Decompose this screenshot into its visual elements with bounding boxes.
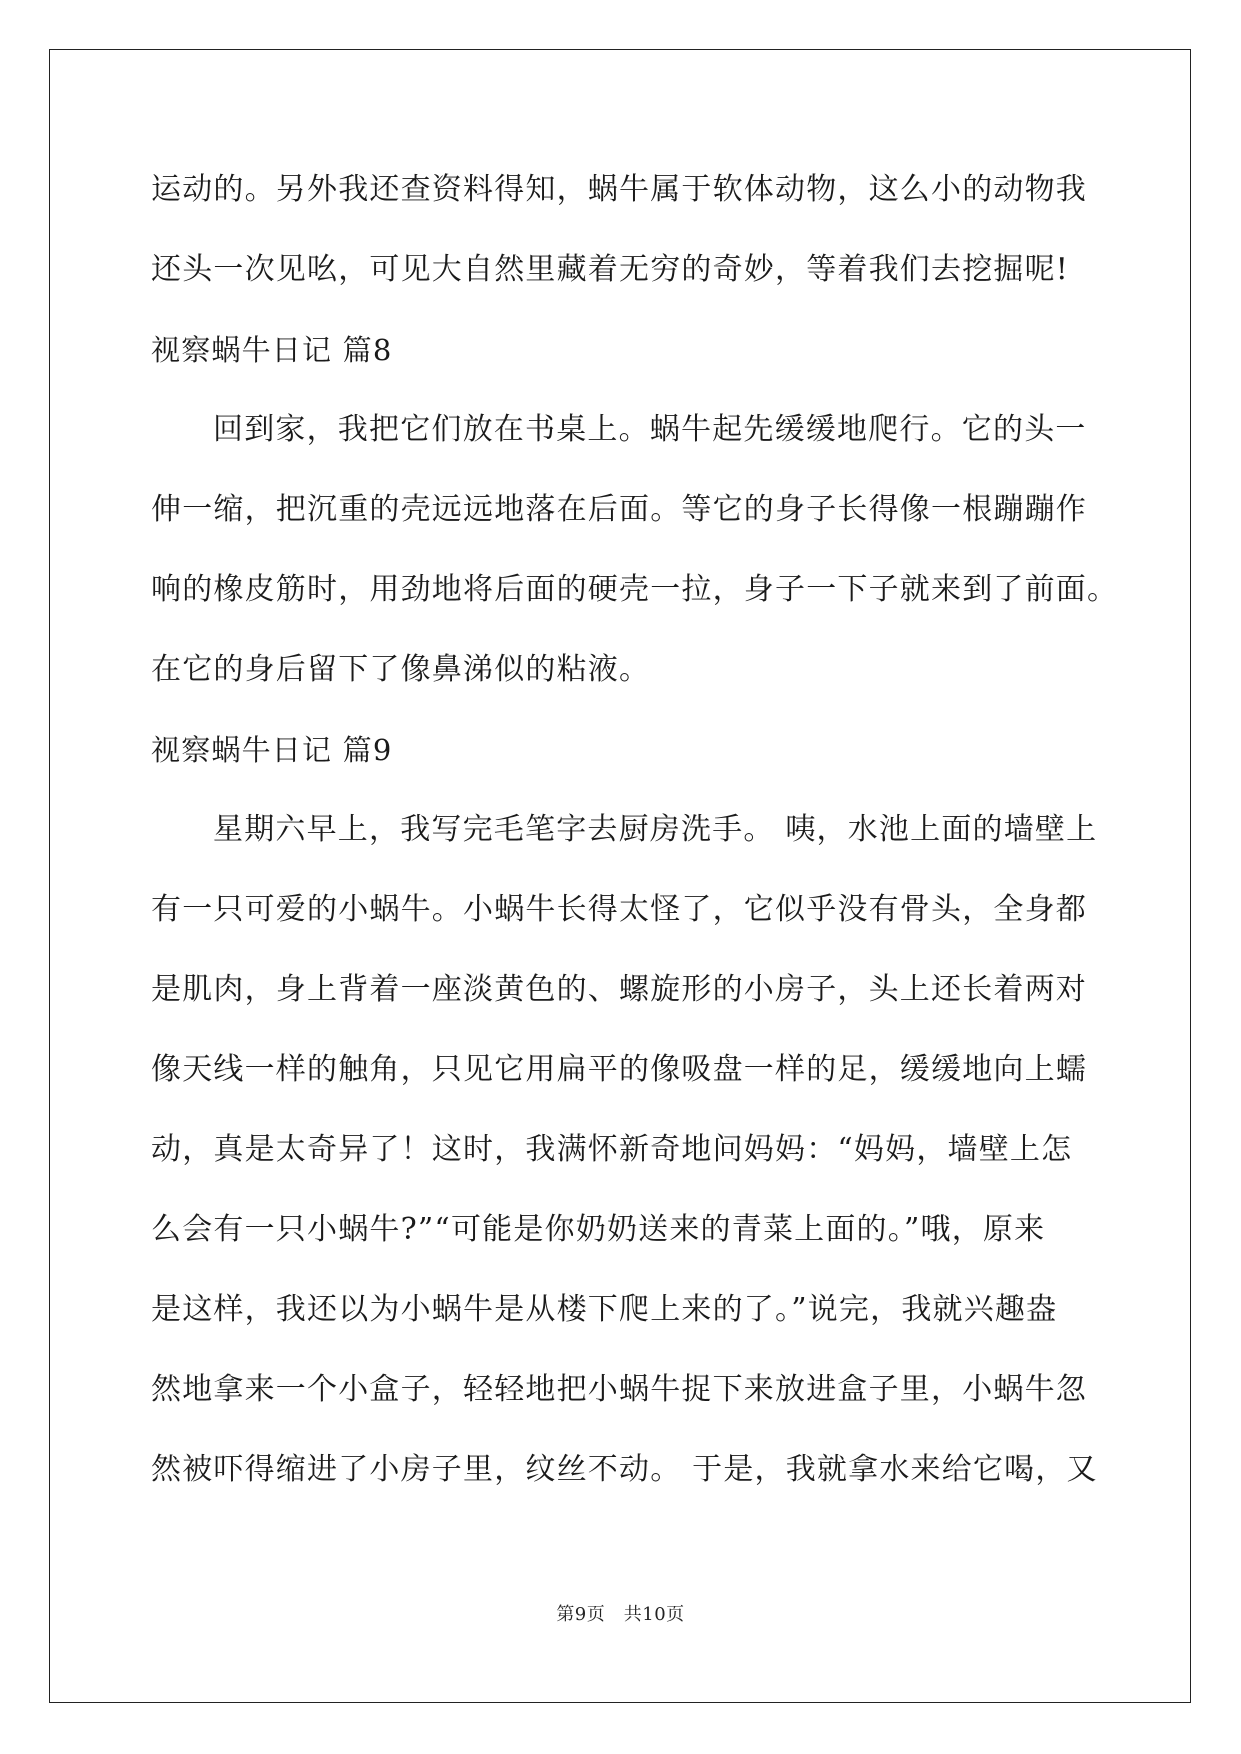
paragraph-line: 动，真是太奇异了！这时，我满怀新奇地问妈妈：“妈妈，墙壁上怎 [151, 1132, 1073, 1167]
page-number-footer: 第9页 共10页 [556, 1604, 685, 1625]
paragraph-line: 有一只可爱的小蜗牛。小蜗牛长得太怪了，它似乎没有骨头，全身都 [151, 892, 1087, 927]
paragraph-line: 响的橡皮筋时，用劲地将后面的硬壳一拉，身子一下子就来到了前面。 [151, 572, 1119, 607]
paragraph-line: 还头一次见吆，可见大自然里藏着无穷的奇妙，等着我们去挖掘呢! [151, 252, 1070, 287]
paragraph-line: 是肌肉，身上背着一座淡黄色的、螺旋形的小房子，头上还长着两对 [151, 972, 1087, 1007]
paragraph-line: 伸一缩，把沉重的壳远远地落在后面。等它的身子长得像一根蹦蹦作 [151, 492, 1087, 527]
paragraph-line: 在它的身后留下了像鼻涕似的粘液。 [151, 652, 651, 687]
document-body [151, 160, 1119, 1520]
paragraph-line: 星期六早上，我写完毛笔字去厨房洗手。 咦，水池上面的墙壁上 [213, 812, 1098, 847]
paragraph-line: 然地拿来一个小盒子，轻轻地把小蜗牛捉下来放进盒子里，小蜗牛忽 [151, 1372, 1087, 1407]
paragraph-line: 像天线一样的触角，只见它用扁平的像吸盘一样的足，缓缓地向上蠕 [151, 1052, 1087, 1087]
paragraph-line: 是这样，我还以为小蜗牛是从楼下爬上来的了。”说完，我就兴趣盎 [151, 1292, 1058, 1327]
section-heading: 视察蜗牛日记 篇8 [151, 333, 393, 367]
paragraph-line: 运动的。另外我还查资料得知，蜗牛属于软体动物，这么小的动物我 [151, 172, 1087, 207]
paragraph-line: 么会有一只小蜗牛?”“可能是你奶奶送来的青菜上面的。”哦，原来 [151, 1212, 1046, 1247]
paragraph-line: 回到家，我把它们放在书桌上。蜗牛起先缓缓地爬行。它的头一 [213, 412, 1087, 447]
section-heading: 视察蜗牛日记 篇9 [151, 733, 393, 767]
paragraph-line: 然被吓得缩进了小房子里，纹丝不动。 于是，我就拿水来给它喝，又 [151, 1452, 1098, 1487]
